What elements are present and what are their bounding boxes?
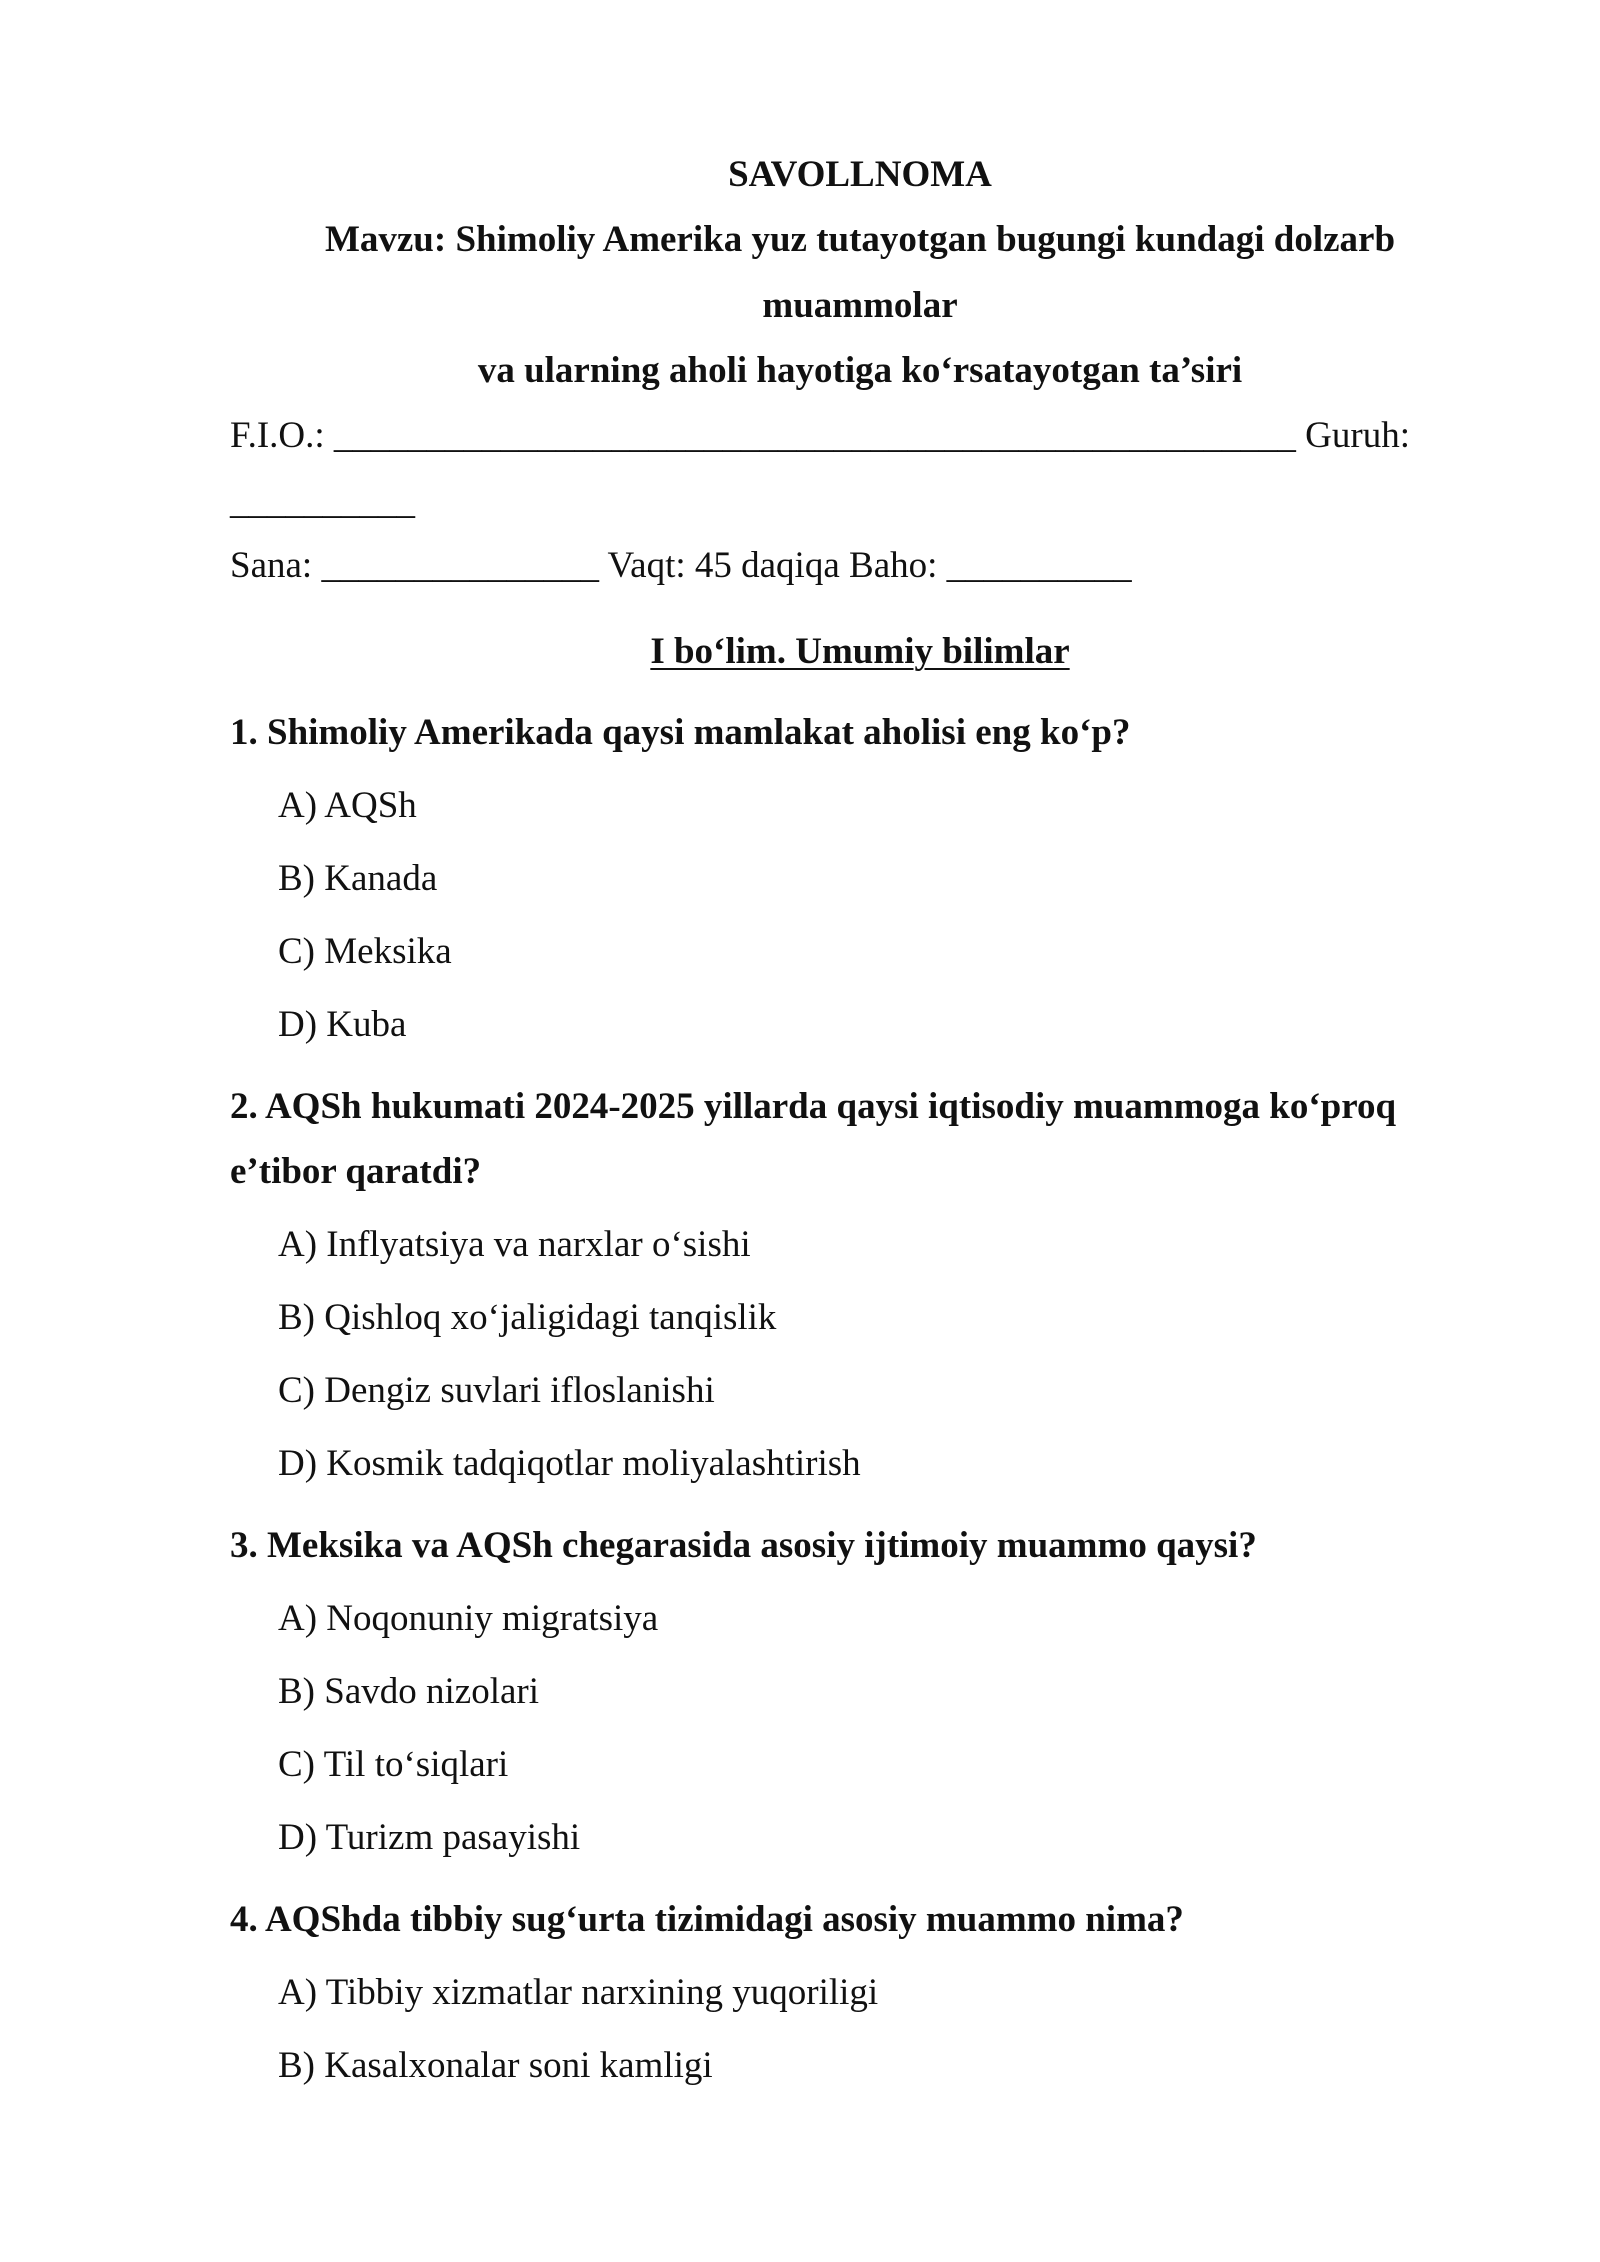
question-2-option-c: C) Dengiz suvlari ifloslanishi	[278, 1370, 715, 1411]
question-1-option-c: C) Meksika	[278, 931, 452, 972]
question-3-option-a: A) Noqonuniy migratsiya	[278, 1598, 659, 1639]
question-4-option-b: B) Kasalxonalar soni kamligi	[278, 2045, 713, 2086]
question-2-option-b: B) Qishloq xo‘jaligidagi tanqislik	[278, 1297, 777, 1338]
question-1: 1. Shimoliy Amerikada qaysi mamlakat aholisi eng ko‘p?	[230, 712, 1131, 753]
question-2: 2. AQSh hukumati 2024-2025 yillarda qaysi iqtisodiy muammoga ko‘proq	[230, 1086, 1397, 1127]
question-2-continuation: e’tibor qaratdi?	[230, 1151, 482, 1192]
question-3-option-b: B) Savdo nizolari	[278, 1671, 540, 1712]
question-1-option-d: D) Kuba	[278, 1004, 407, 1045]
fio-field-line: F.I.O.: ____________________________________________________ Guruh:	[230, 415, 1411, 456]
document-title: SAVOLLNOMA	[728, 154, 992, 195]
question-2-option-d: D) Kosmik tadqiqotlar moliyalashtirish	[278, 1443, 861, 1484]
date-time-grade-line: Sana: _______________ Vaqt: 45 daqiqa Baho: __________	[230, 545, 1132, 586]
topic-line-1: Mavzu: Shimoliy Amerika yuz tutayotgan bugungi kundagi dolzarb	[324, 219, 1396, 260]
question-3-option-c: C) Til to‘siqlari	[278, 1744, 509, 1785]
question-1-option-b: B) Kanada	[278, 858, 438, 899]
question-1-option-a: A) AQSh	[278, 785, 417, 826]
question-4: 4. AQShda tibbiy sug‘urta tizimidagi asosiy muammo nima?	[230, 1899, 1184, 1940]
guruh-blank: __________	[230, 481, 415, 522]
question-4-option-a: A) Tibbiy xizmatlar narxining yuqoriligi	[278, 1972, 879, 2013]
topic-line-3: va ularning aholi hayotiga ko‘rsatayotgan ta’siri	[477, 350, 1243, 391]
topic-line-2: muammolar	[762, 285, 958, 326]
question-3-option-d: D) Turizm pasayishi	[278, 1817, 581, 1858]
question-3: 3. Meksika va AQSh chegarasida asosiy ijtimoiy muammo qaysi?	[230, 1525, 1257, 1566]
section-title: I bo‘lim. Umumiy bilimlar	[650, 631, 1070, 672]
question-2-option-a: A) Inflyatsiya va narxlar o‘sishi	[278, 1224, 751, 1265]
